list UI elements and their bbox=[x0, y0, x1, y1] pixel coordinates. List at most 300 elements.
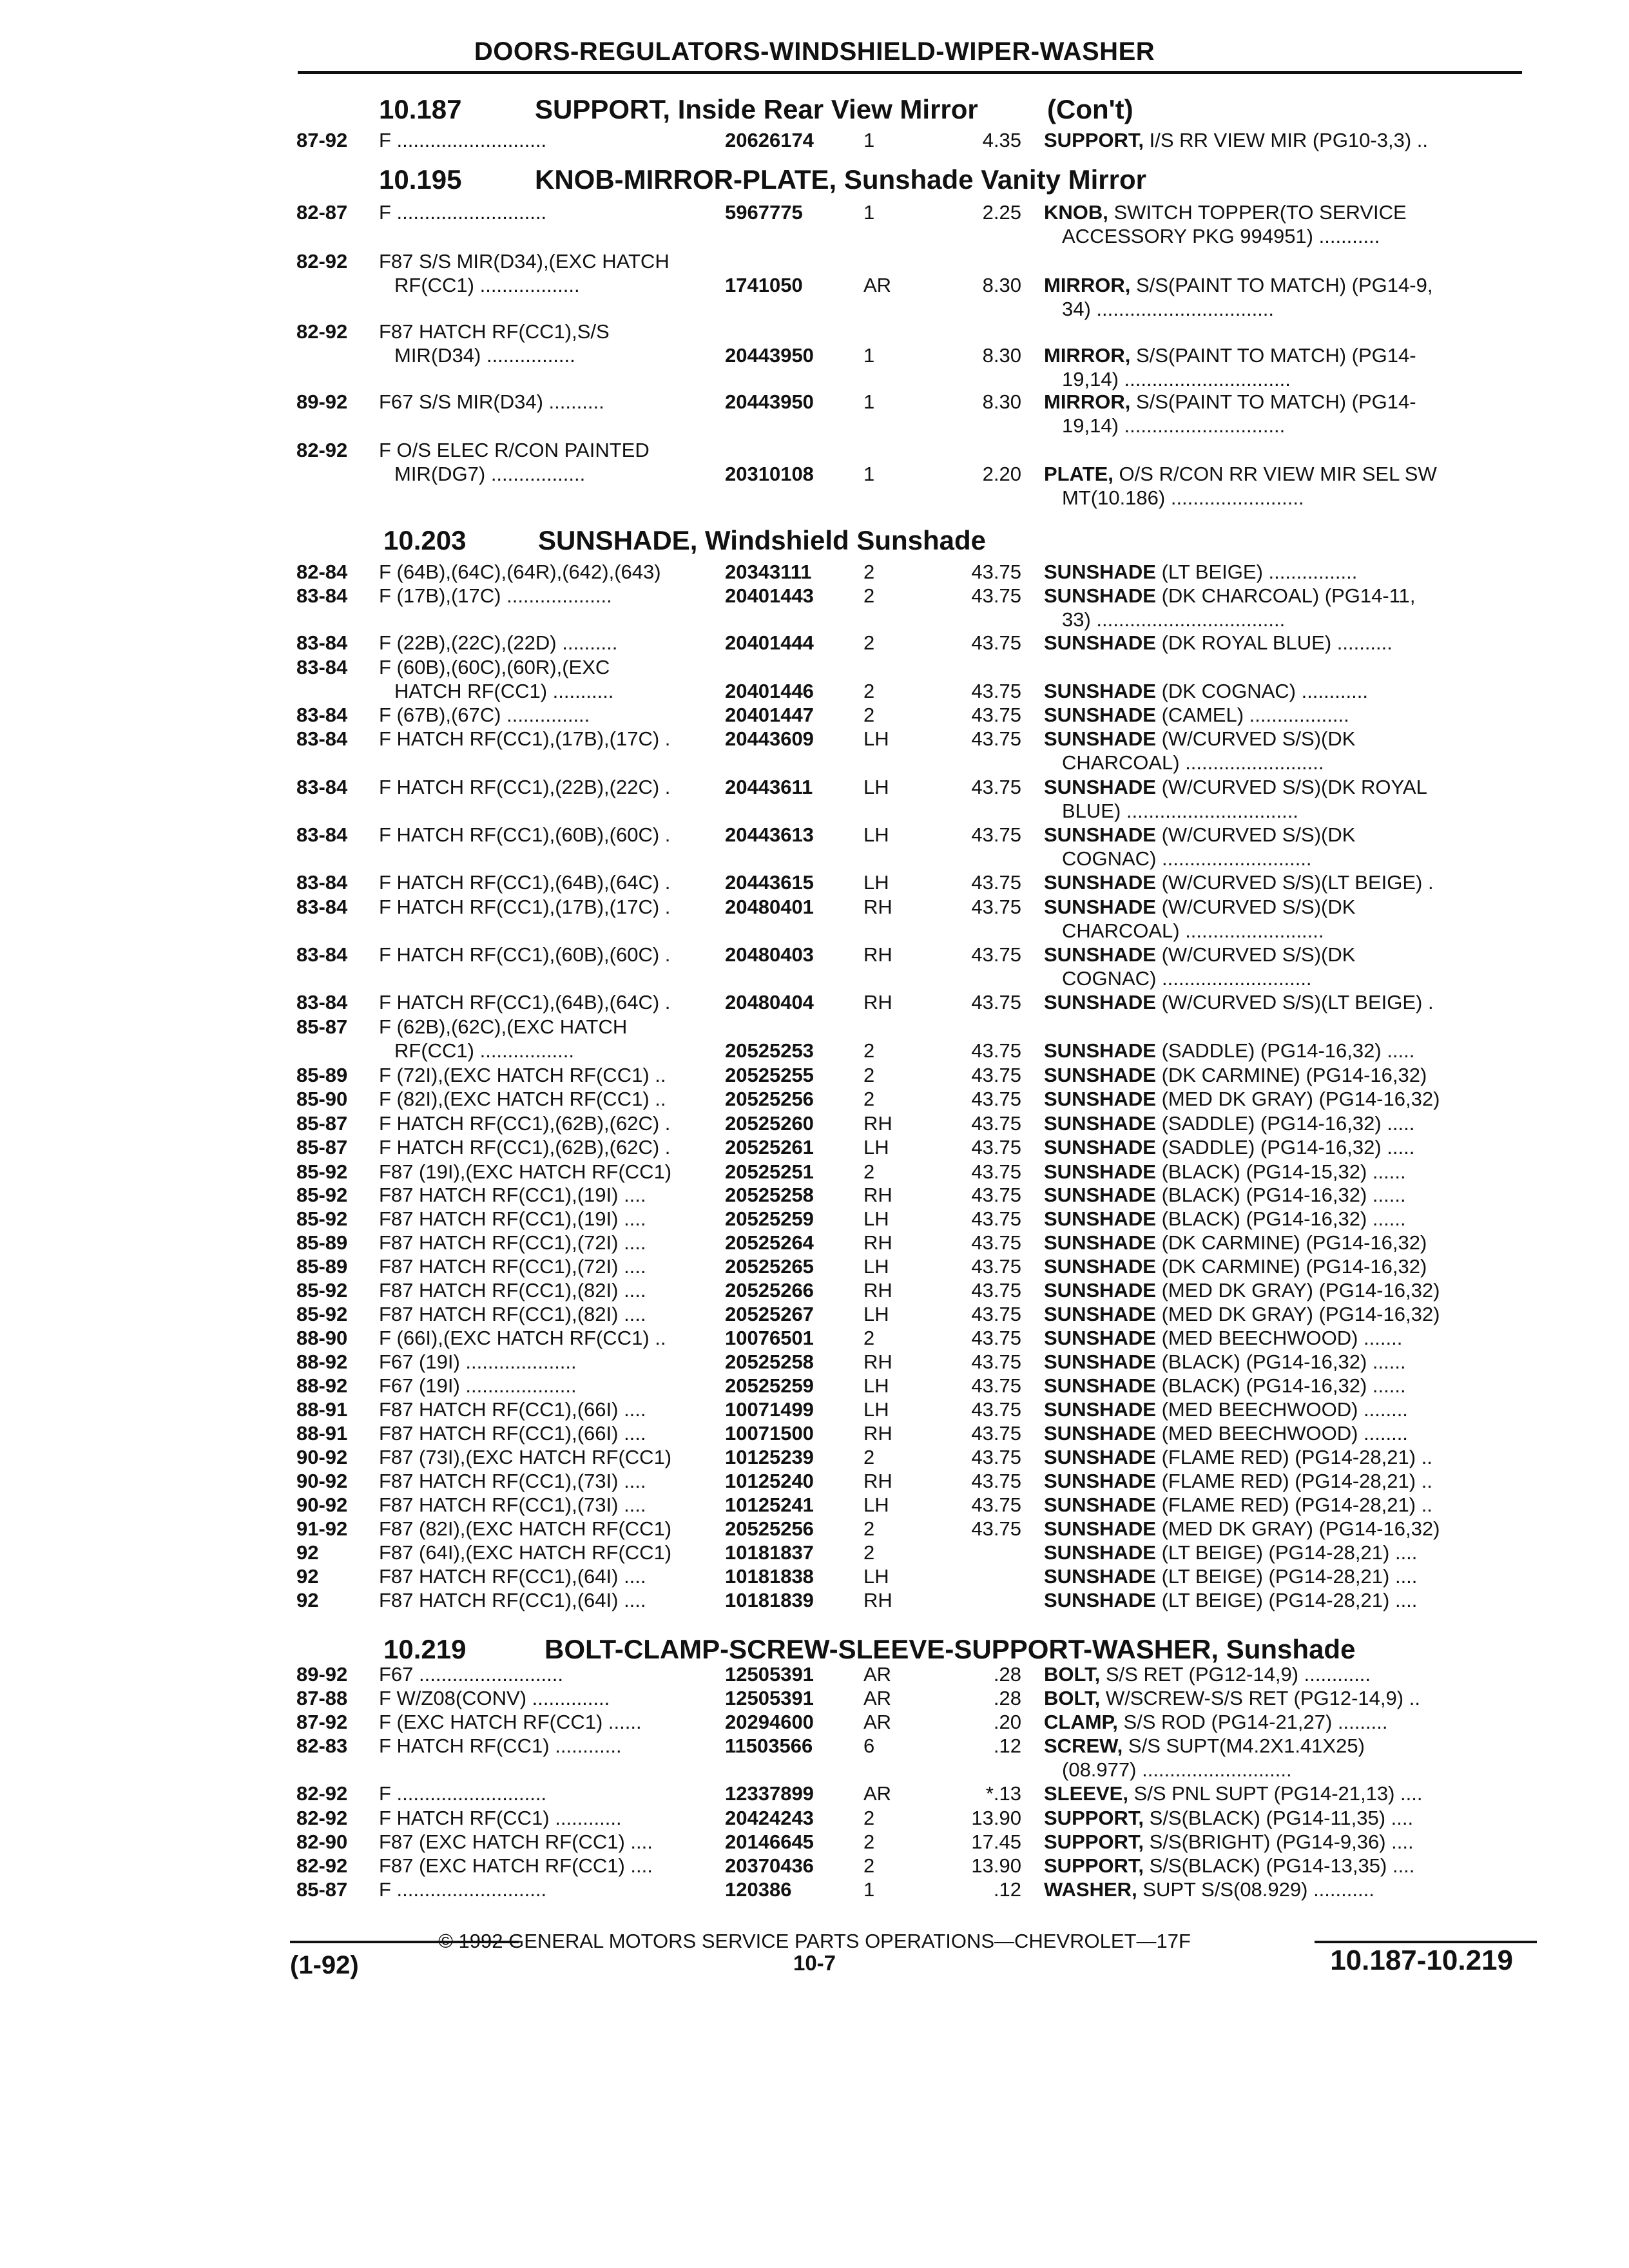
part-name: SUNSHADE bbox=[1044, 727, 1156, 750]
description bbox=[1044, 1327, 1508, 1350]
application: F87 HATCH RF(CC1),(66I) .... bbox=[379, 1398, 646, 1421]
model-years: 85-92 bbox=[296, 1160, 348, 1183]
model-years: 82-92 bbox=[296, 1782, 348, 1805]
description bbox=[1044, 274, 1508, 297]
price: 17.45 bbox=[971, 1831, 1021, 1853]
footer-date: (1-92) bbox=[290, 1951, 359, 1979]
part-detail: (LT BEIGE) (PG14-28,21) .... bbox=[1155, 1565, 1418, 1588]
description bbox=[1044, 704, 1508, 727]
model-years: 82-90 bbox=[296, 1831, 348, 1853]
price: 43.75 bbox=[971, 1112, 1021, 1135]
part-name: BOLT, bbox=[1044, 1663, 1101, 1686]
model-years: 82-92 bbox=[296, 1854, 348, 1877]
footer-copyright: © 1992 GENERAL MOTORS SERVICE PARTS OPERATIONS—CHEVROLET—17F bbox=[438, 1930, 1191, 1952]
part-name: SUNSHADE bbox=[1044, 1350, 1156, 1373]
application: F (60B),(60C),(60R),(EXC bbox=[379, 656, 610, 678]
application-cont: RF(CC1) .................. bbox=[394, 274, 580, 296]
application-cont: MIR(DG7) ................. bbox=[394, 463, 586, 485]
price: 43.75 bbox=[971, 1494, 1021, 1516]
part-detail: (W/CURVED S/S)(DK bbox=[1155, 943, 1356, 966]
part-detail: (DK CHARCOAL) (PG14-11, bbox=[1155, 584, 1416, 607]
part-number: 20401443 bbox=[725, 584, 814, 607]
part-detail: (BLACK) (PG14-16,32) ...... bbox=[1155, 1350, 1406, 1373]
part-number: 10076501 bbox=[725, 1327, 814, 1349]
part-name: SUNSHADE bbox=[1044, 991, 1156, 1014]
part-name: SUNSHADE bbox=[1044, 1541, 1156, 1564]
price: 43.75 bbox=[971, 631, 1021, 654]
description-cont: 19,14) ............................. bbox=[1062, 414, 1286, 437]
part-number: 20525260 bbox=[725, 1112, 814, 1135]
part-name: SUNSHADE bbox=[1044, 1517, 1156, 1540]
application: F ........................... bbox=[379, 1878, 547, 1901]
model-years: 85-92 bbox=[296, 1303, 348, 1325]
application: F (66I),(EXC HATCH RF(CC1) .. bbox=[379, 1327, 666, 1349]
price: 43.75 bbox=[971, 1327, 1021, 1349]
description bbox=[1044, 1663, 1508, 1686]
part-detail: (FLAME RED) (PG14-28,21) .. bbox=[1155, 1494, 1432, 1516]
quantity: 2 bbox=[863, 1064, 875, 1086]
description bbox=[1044, 1470, 1508, 1493]
part-name: SUNSHADE bbox=[1044, 1446, 1156, 1468]
section-title: SUPPORT, Inside Rear View Mirror bbox=[535, 94, 978, 124]
quantity: AR bbox=[863, 1782, 892, 1805]
application: F (72I),(EXC HATCH RF(CC1) .. bbox=[379, 1064, 666, 1086]
description bbox=[1044, 584, 1508, 608]
quantity: RH bbox=[863, 1350, 892, 1373]
model-years: 92 bbox=[296, 1541, 319, 1564]
section-number: 10.187 bbox=[379, 94, 462, 124]
application: F87 (EXC HATCH RF(CC1) .... bbox=[379, 1831, 653, 1853]
description-cont: COGNAC) ........................... bbox=[1062, 967, 1312, 990]
part-detail: (BLACK) (PG14-15,32) ...... bbox=[1155, 1160, 1406, 1183]
section-title: KNOB-MIRROR-PLATE, Sunshade Vanity Mirror bbox=[535, 164, 1146, 195]
model-years: 83-84 bbox=[296, 631, 348, 654]
part-name: SUNSHADE bbox=[1044, 1374, 1156, 1397]
part-detail: (W/CURVED S/S)(DK ROYAL bbox=[1155, 776, 1427, 798]
quantity: LH bbox=[863, 1303, 889, 1325]
quantity: LH bbox=[863, 1207, 889, 1230]
quantity: 1 bbox=[863, 129, 875, 151]
part-detail: (LT BEIGE) (PG14-28,21) .... bbox=[1155, 1541, 1418, 1564]
part-name: SUNSHADE bbox=[1044, 680, 1156, 702]
price: 43.75 bbox=[971, 704, 1021, 726]
part-detail: (MED DK GRAY) (PG14-16,32) bbox=[1155, 1517, 1440, 1540]
quantity: 2 bbox=[863, 704, 875, 726]
model-years: 85-87 bbox=[296, 1112, 348, 1135]
part-name: SUNSHADE bbox=[1044, 823, 1156, 846]
part-name: KNOB, bbox=[1044, 201, 1108, 224]
part-detail: (CAMEL) .................. bbox=[1155, 704, 1349, 726]
quantity: LH bbox=[863, 776, 889, 798]
description bbox=[1044, 776, 1508, 799]
part-number: 20480403 bbox=[725, 943, 814, 966]
footer-page-number: 10-7 bbox=[793, 1951, 836, 1975]
part-number: 20525258 bbox=[725, 1184, 814, 1206]
quantity: 2 bbox=[863, 561, 875, 583]
application: F87 HATCH RF(CC1),(19I) .... bbox=[379, 1207, 646, 1230]
part-name: SUNSHADE bbox=[1044, 1064, 1156, 1086]
price: 43.75 bbox=[971, 991, 1021, 1014]
description bbox=[1044, 1446, 1508, 1469]
part-detail: S/S(PAINT TO MATCH) (PG14- bbox=[1130, 390, 1416, 413]
application: F W/Z08(CONV) .............. bbox=[379, 1687, 610, 1709]
description bbox=[1044, 1398, 1508, 1421]
application: F (17B),(17C) ................... bbox=[379, 584, 612, 607]
description bbox=[1044, 1160, 1508, 1184]
price: 43.75 bbox=[971, 1303, 1021, 1325]
part-name: SLEEVE, bbox=[1044, 1782, 1128, 1805]
description bbox=[1044, 1374, 1508, 1398]
part-name: SUNSHADE bbox=[1044, 1255, 1156, 1278]
part-detail: (BLACK) (PG14-16,32) ...... bbox=[1155, 1207, 1406, 1230]
price: 43.75 bbox=[971, 1446, 1021, 1468]
application: F (64B),(64C),(64R),(642),(643) bbox=[379, 561, 661, 583]
part-number: 20525258 bbox=[725, 1350, 814, 1373]
price: 43.75 bbox=[971, 943, 1021, 966]
price: 43.75 bbox=[971, 1136, 1021, 1158]
quantity: LH bbox=[863, 1374, 889, 1397]
quantity: LH bbox=[863, 727, 889, 750]
part-number: 10125239 bbox=[725, 1446, 814, 1468]
footer-range: 10.187-10.219 bbox=[1330, 1945, 1513, 1976]
model-years: 85-92 bbox=[296, 1207, 348, 1230]
model-years: 88-91 bbox=[296, 1398, 348, 1421]
part-detail: O/S R/CON RR VIEW MIR SEL SW bbox=[1113, 463, 1437, 485]
quantity: 1 bbox=[863, 463, 875, 485]
model-years: 82-92 bbox=[296, 439, 348, 461]
model-years: 87-92 bbox=[296, 1711, 348, 1733]
application: F87 HATCH RF(CC1),(64I) .... bbox=[379, 1589, 646, 1611]
application: F ........................... bbox=[379, 129, 547, 151]
quantity: 2 bbox=[863, 1541, 875, 1564]
application: F (67B),(67C) ............... bbox=[379, 704, 590, 726]
description bbox=[1044, 1231, 1508, 1254]
price: 2.20 bbox=[982, 463, 1021, 485]
application: F87 (82I),(EXC HATCH RF(CC1) bbox=[379, 1517, 672, 1540]
part-name: SUNSHADE bbox=[1044, 1184, 1156, 1206]
application: F87 HATCH RF(CC1),(72I) .... bbox=[379, 1255, 646, 1278]
part-name: SUPPORT, bbox=[1044, 1854, 1144, 1877]
part-number: 20443950 bbox=[725, 344, 814, 367]
part-detail: S/S SUPT(M4.2X1.41X25) bbox=[1123, 1735, 1365, 1757]
part-number: 120386 bbox=[725, 1878, 792, 1901]
model-years: 88-91 bbox=[296, 1422, 348, 1445]
model-years: 88-92 bbox=[296, 1374, 348, 1397]
quantity: RH bbox=[863, 896, 892, 918]
application: F HATCH RF(CC1),(62B),(62C) . bbox=[379, 1112, 671, 1135]
part-name: SUNSHADE bbox=[1044, 1136, 1156, 1158]
model-years: 89-92 bbox=[296, 390, 348, 413]
quantity: LH bbox=[863, 1398, 889, 1421]
part-detail: S/S(PAINT TO MATCH) (PG14-9, bbox=[1130, 274, 1433, 296]
part-detail: (LT BEIGE) (PG14-28,21) .... bbox=[1155, 1589, 1418, 1611]
price: 2.25 bbox=[982, 201, 1021, 224]
part-number: 20525253 bbox=[725, 1039, 814, 1062]
quantity: 2 bbox=[863, 1039, 875, 1062]
price: 43.75 bbox=[971, 1470, 1021, 1492]
price: 43.75 bbox=[971, 584, 1021, 607]
model-years: 88-90 bbox=[296, 1327, 348, 1349]
description bbox=[1044, 1255, 1508, 1278]
quantity: 1 bbox=[863, 1878, 875, 1901]
part-number: 20443950 bbox=[725, 390, 814, 413]
part-number: 20443611 bbox=[725, 776, 813, 798]
part-number: 20401447 bbox=[725, 704, 814, 726]
part-detail: (SADDLE) (PG14-16,32) ..... bbox=[1155, 1039, 1415, 1062]
model-years: 85-90 bbox=[296, 1088, 348, 1110]
application: F87 (73I),(EXC HATCH RF(CC1) bbox=[379, 1446, 672, 1468]
quantity: AR bbox=[863, 1687, 892, 1709]
quantity: 6 bbox=[863, 1735, 875, 1757]
part-detail: S/S RET (PG12-14,9) ............ bbox=[1100, 1663, 1371, 1686]
price: 13.90 bbox=[971, 1854, 1021, 1877]
model-years: 82-92 bbox=[296, 250, 348, 273]
description-cont: 34) ................................ bbox=[1062, 298, 1275, 320]
application: F67 (19I) .................... bbox=[379, 1350, 577, 1373]
description bbox=[1044, 1207, 1508, 1231]
part-detail: (BLACK) (PG14-16,32) ...... bbox=[1155, 1374, 1406, 1397]
application-cont: HATCH RF(CC1) ........... bbox=[394, 680, 614, 702]
application: F87 HATCH RF(CC1),(73I) .... bbox=[379, 1494, 646, 1516]
description bbox=[1044, 1088, 1508, 1111]
application: F67 S/S MIR(D34) .......... bbox=[379, 390, 604, 413]
part-detail: (FLAME RED) (PG14-28,21) .. bbox=[1155, 1446, 1432, 1468]
model-years: 85-87 bbox=[296, 1015, 348, 1038]
part-detail: (MED DK GRAY) (PG14-16,32) bbox=[1155, 1303, 1440, 1325]
quantity: LH bbox=[863, 1494, 889, 1516]
quantity: 2 bbox=[863, 680, 875, 702]
part-detail: S/S(PAINT TO MATCH) (PG14- bbox=[1130, 344, 1416, 367]
section-title: BOLT-CLAMP-SCREW-SLEEVE-SUPPORT-WASHER, Sunshade bbox=[545, 1634, 1356, 1664]
description-cont: CHARCOAL) ......................... bbox=[1062, 919, 1324, 942]
application: F87 HATCH RF(CC1),S/S bbox=[379, 320, 610, 343]
price: 43.75 bbox=[971, 823, 1021, 846]
part-name: SUNSHADE bbox=[1044, 1565, 1156, 1588]
part-detail: (W/CURVED S/S)(DK bbox=[1155, 896, 1356, 918]
quantity: RH bbox=[863, 1231, 892, 1254]
part-name: SUPPORT, bbox=[1044, 1831, 1144, 1853]
price: 43.75 bbox=[971, 1517, 1021, 1540]
model-years: 83-84 bbox=[296, 656, 348, 678]
part-name: SUPPORT, bbox=[1044, 1807, 1144, 1829]
quantity: 2 bbox=[863, 1807, 875, 1829]
part-detail: SWITCH TOPPER(TO SERVICE bbox=[1108, 201, 1407, 224]
quantity: RH bbox=[863, 943, 892, 966]
header-rule bbox=[298, 71, 1522, 74]
description bbox=[1044, 1184, 1508, 1207]
application: F67 (19I) .................... bbox=[379, 1374, 577, 1397]
model-years: 87-88 bbox=[296, 1687, 348, 1709]
model-years: 82-87 bbox=[296, 201, 348, 224]
application: F HATCH RF(CC1),(17B),(17C) . bbox=[379, 896, 671, 918]
model-years: 82-92 bbox=[296, 320, 348, 343]
price: 43.75 bbox=[971, 1374, 1021, 1397]
price: 43.75 bbox=[971, 1350, 1021, 1373]
part-number: 20525264 bbox=[725, 1231, 814, 1254]
part-name: SUNSHADE bbox=[1044, 1160, 1156, 1183]
part-name: SUNSHADE bbox=[1044, 943, 1156, 966]
part-detail: (W/CURVED S/S)(DK bbox=[1155, 823, 1356, 846]
quantity: RH bbox=[863, 1470, 892, 1492]
model-years: 91-92 bbox=[296, 1517, 348, 1540]
description bbox=[1044, 871, 1508, 894]
quantity: 2 bbox=[863, 1446, 875, 1468]
part-number: 20424243 bbox=[725, 1807, 814, 1829]
description bbox=[1044, 1422, 1508, 1445]
model-years: 90-92 bbox=[296, 1470, 348, 1492]
part-detail: SUPT S/S(08.929) ........... bbox=[1137, 1878, 1374, 1901]
part-number: 20626174 bbox=[725, 129, 814, 151]
price: 43.75 bbox=[971, 1231, 1021, 1254]
part-detail: (MED BEECHWOOD) ....... bbox=[1155, 1327, 1403, 1349]
part-name: SUNSHADE bbox=[1044, 1494, 1156, 1516]
part-name: SUNSHADE bbox=[1044, 1470, 1156, 1492]
quantity: 1 bbox=[863, 390, 875, 413]
part-detail: (DK ROYAL BLUE) .......... bbox=[1155, 631, 1393, 654]
quantity: LH bbox=[863, 823, 889, 846]
part-number: 20146645 bbox=[725, 1831, 814, 1853]
description-cont: 33) .................................. bbox=[1062, 608, 1286, 631]
price: .20 bbox=[993, 1711, 1021, 1733]
price: .12 bbox=[993, 1878, 1021, 1901]
part-name: MIRROR, bbox=[1044, 390, 1131, 413]
part-number: 20401444 bbox=[725, 631, 814, 654]
description bbox=[1044, 390, 1508, 414]
description bbox=[1044, 1303, 1508, 1326]
model-years: 83-84 bbox=[296, 943, 348, 966]
part-name: BOLT, bbox=[1044, 1687, 1101, 1709]
part-name: SUPPORT, bbox=[1044, 129, 1144, 151]
part-number: 10181838 bbox=[725, 1565, 814, 1588]
description-cont: 19,14) .............................. bbox=[1062, 368, 1291, 390]
application: F87 HATCH RF(CC1),(66I) .... bbox=[379, 1422, 646, 1445]
price: 8.30 bbox=[982, 344, 1021, 367]
part-number: 20525266 bbox=[725, 1279, 814, 1302]
application-cont: RF(CC1) ................. bbox=[394, 1039, 575, 1062]
part-detail: (MED DK GRAY) (PG14-16,32) bbox=[1155, 1279, 1440, 1302]
price: 43.75 bbox=[971, 1207, 1021, 1230]
part-number: 20525256 bbox=[725, 1517, 814, 1540]
description bbox=[1044, 1494, 1508, 1517]
description bbox=[1044, 680, 1508, 703]
part-number: 20525255 bbox=[725, 1064, 814, 1086]
application: F ........................... bbox=[379, 201, 547, 224]
model-years: 90-92 bbox=[296, 1446, 348, 1468]
part-number: 20525267 bbox=[725, 1303, 814, 1325]
section-number: 10.219 bbox=[383, 1634, 467, 1664]
price: .28 bbox=[993, 1687, 1021, 1709]
price: 4.35 bbox=[982, 129, 1021, 151]
part-number: 20294600 bbox=[725, 1711, 814, 1733]
part-detail: I/S RR VIEW MIR (PG10-3,3) .. bbox=[1144, 129, 1428, 151]
price: .12 bbox=[993, 1735, 1021, 1757]
quantity: LH bbox=[863, 871, 889, 894]
part-name: CLAMP, bbox=[1044, 1711, 1118, 1733]
quantity: AR bbox=[863, 1663, 892, 1686]
part-number: 20525251 bbox=[725, 1160, 814, 1183]
description bbox=[1044, 727, 1508, 751]
description bbox=[1044, 1350, 1508, 1374]
application: F87 (EXC HATCH RF(CC1) .... bbox=[379, 1854, 653, 1877]
description bbox=[1044, 1279, 1508, 1302]
description bbox=[1044, 896, 1508, 919]
description bbox=[1044, 1735, 1508, 1758]
description bbox=[1044, 201, 1508, 224]
section-continued: (Con't) bbox=[1047, 94, 1133, 124]
part-detail: (DK CARMINE) (PG14-16,32) bbox=[1155, 1231, 1427, 1254]
part-number: 10071500 bbox=[725, 1422, 814, 1445]
model-years: 83-84 bbox=[296, 704, 348, 726]
application: F HATCH RF(CC1),(60B),(60C) . bbox=[379, 823, 671, 846]
description bbox=[1044, 1541, 1508, 1564]
part-number: 12337899 bbox=[725, 1782, 814, 1805]
application: F (22B),(22C),(22D) .......... bbox=[379, 631, 618, 654]
price: 43.75 bbox=[971, 1422, 1021, 1445]
part-detail: (DK COGNAC) ............ bbox=[1155, 680, 1368, 702]
price: 43.75 bbox=[971, 727, 1021, 750]
part-detail: (DK CARMINE) (PG14-16,32) bbox=[1155, 1064, 1427, 1086]
application: F ........................... bbox=[379, 1782, 547, 1805]
part-detail: (W/CURVED S/S)(LT BEIGE) . bbox=[1155, 991, 1434, 1014]
model-years: 85-92 bbox=[296, 1184, 348, 1206]
model-years: 89-92 bbox=[296, 1663, 348, 1686]
price: 43.75 bbox=[971, 680, 1021, 702]
part-name: MIRROR, bbox=[1044, 344, 1131, 367]
description bbox=[1044, 561, 1508, 584]
quantity: RH bbox=[863, 1422, 892, 1445]
description bbox=[1044, 1687, 1508, 1710]
application: F HATCH RF(CC1) ............ bbox=[379, 1807, 622, 1829]
application: F87 S/S MIR(D34),(EXC HATCH bbox=[379, 250, 670, 273]
application-cont: MIR(D34) ................ bbox=[394, 344, 575, 367]
description-cont: COGNAC) ........................... bbox=[1062, 847, 1312, 870]
model-years: 83-84 bbox=[296, 776, 348, 798]
part-number: 20480401 bbox=[725, 896, 814, 918]
part-detail: S/S PNL SUPT (PG14-21,13) .... bbox=[1128, 1782, 1423, 1805]
model-years: 87-92 bbox=[296, 129, 348, 151]
quantity: RH bbox=[863, 1589, 892, 1611]
model-years: 88-92 bbox=[296, 1350, 348, 1373]
part-number: 20480404 bbox=[725, 991, 814, 1014]
price: *.13 bbox=[985, 1782, 1021, 1805]
part-name: SUNSHADE bbox=[1044, 776, 1156, 798]
price: 43.75 bbox=[971, 1398, 1021, 1421]
description bbox=[1044, 129, 1508, 152]
part-number: 5967775 bbox=[725, 201, 803, 224]
application: F87 (19I),(EXC HATCH RF(CC1) bbox=[379, 1160, 672, 1183]
price: 43.75 bbox=[971, 1160, 1021, 1183]
quantity: 2 bbox=[863, 1088, 875, 1110]
model-years: 82-92 bbox=[296, 1807, 348, 1829]
application: F87 HATCH RF(CC1),(73I) .... bbox=[379, 1470, 646, 1492]
description bbox=[1044, 1782, 1508, 1805]
page-title: DOORS-REGULATORS-WINDSHIELD-WIPER-WASHER bbox=[474, 37, 1155, 66]
description bbox=[1044, 1517, 1508, 1541]
part-name: SUNSHADE bbox=[1044, 704, 1156, 726]
part-number: 20443609 bbox=[725, 727, 814, 750]
model-years: 85-92 bbox=[296, 1279, 348, 1302]
price: 13.90 bbox=[971, 1807, 1021, 1829]
price: 43.75 bbox=[971, 1255, 1021, 1278]
model-years: 82-84 bbox=[296, 561, 348, 583]
model-years: 92 bbox=[296, 1589, 319, 1611]
part-detail: (FLAME RED) (PG14-28,21) .. bbox=[1155, 1470, 1432, 1492]
price: 43.75 bbox=[971, 1039, 1021, 1062]
part-number: 1741050 bbox=[725, 274, 803, 296]
part-number: 10181837 bbox=[725, 1541, 814, 1564]
section-title: SUNSHADE, Windshield Sunshade bbox=[538, 525, 987, 555]
application: F O/S ELEC R/CON PAINTED bbox=[379, 439, 650, 461]
